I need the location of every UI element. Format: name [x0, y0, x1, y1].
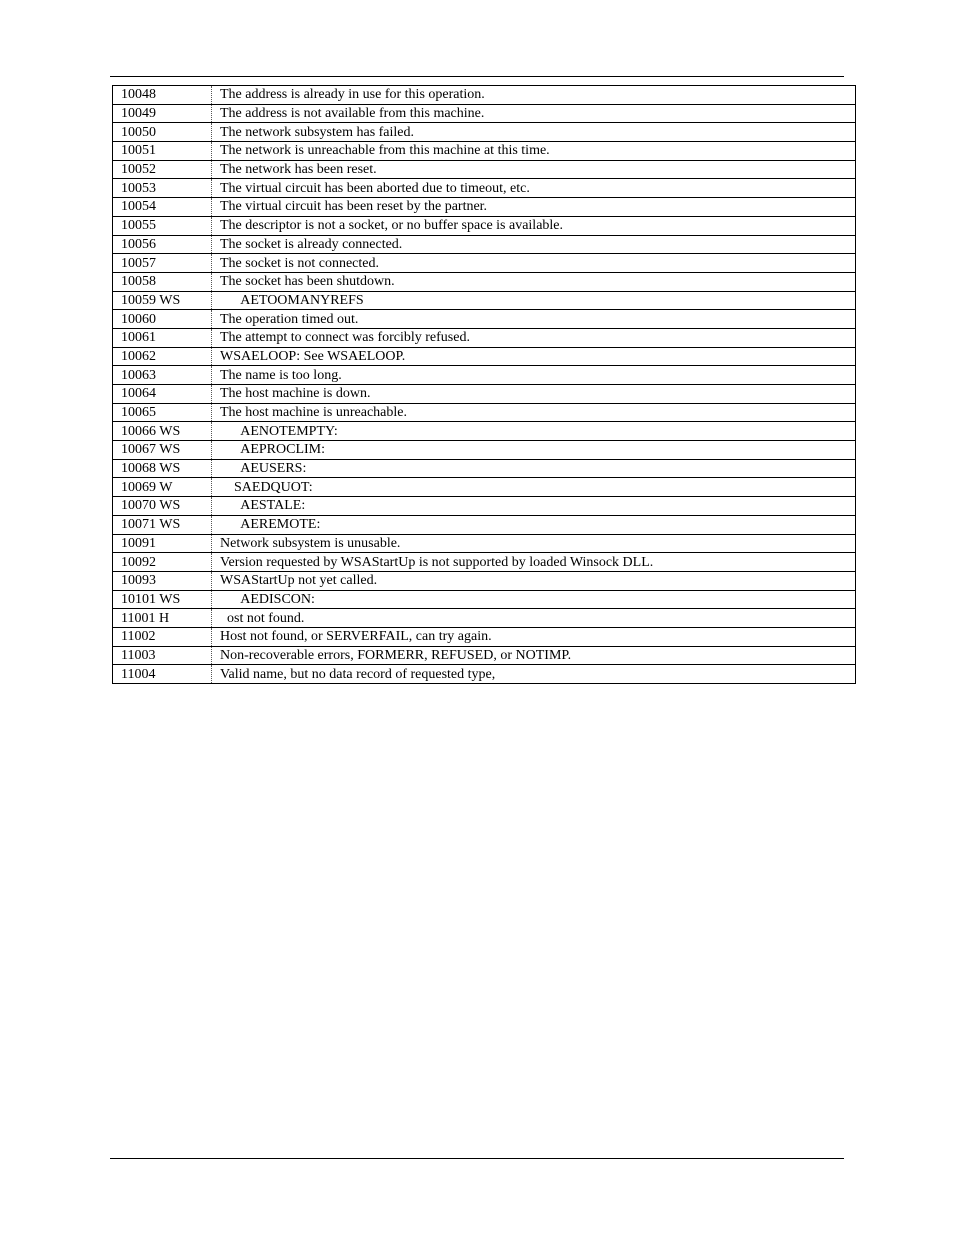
error-description-cell: The name is too long. — [212, 366, 856, 385]
error-description-cell: The network has been reset. — [212, 160, 856, 179]
error-description-cell: WSAStartUp not yet called. — [212, 571, 856, 590]
error-description-cell: Host not found, or SERVERFAIL, can try again. — [212, 627, 856, 646]
error-description-cell: The virtual circuit has been aborted due to timeout, etc. — [212, 179, 856, 198]
table-row — [113, 534, 856, 553]
error-code-cell: 10055 — [113, 216, 212, 235]
table-row — [113, 646, 856, 665]
error-code-cell: 10056 — [113, 235, 212, 254]
error-code-cell: 11002 — [113, 627, 212, 646]
error-description-cell: Non-recoverable errors, FORMERR, REFUSED, or NOTIMP. — [212, 646, 856, 665]
table-row — [113, 347, 856, 366]
error-description-cell: Network subsystem is unusable. — [212, 534, 856, 553]
error-description-cell: The descriptor is not a socket, or no buffer space is available. — [212, 216, 856, 235]
table-row — [113, 515, 856, 534]
error-code-cell: 10065 — [113, 403, 212, 422]
error-code-cell: 10057 — [113, 254, 212, 273]
table-row — [113, 86, 856, 105]
error-description-cell: The attempt to connect was forcibly refused. — [212, 328, 856, 347]
table-row — [113, 254, 856, 273]
table-row — [113, 291, 856, 310]
error-description-cell: AEREMOTE: — [212, 515, 856, 534]
table-row — [113, 478, 856, 497]
error-code-table-body — [113, 86, 856, 684]
error-code-cell: 10067 WS — [113, 441, 212, 460]
table-row — [113, 385, 856, 404]
error-code-cell: 10093 — [113, 571, 212, 590]
error-description-cell: SAEDQUOT: — [212, 478, 856, 497]
error-code-cell: 10054 — [113, 198, 212, 217]
error-code-cell: 11004 — [113, 665, 212, 684]
error-description-cell: AESTALE: — [212, 497, 856, 516]
table-row — [113, 328, 856, 347]
error-description-cell: The host machine is unreachable. — [212, 403, 856, 422]
error-code-cell: 10070 WS — [113, 497, 212, 516]
error-code-cell: 10049 — [113, 104, 212, 123]
error-code-cell: 10068 WS — [113, 459, 212, 478]
error-code-cell: 11003 — [113, 646, 212, 665]
table-row — [113, 403, 856, 422]
error-code-cell: 10071 WS — [113, 515, 212, 534]
error-description-cell: AEUSERS: — [212, 459, 856, 478]
table-row — [113, 216, 856, 235]
error-description-cell: The socket is already connected. — [212, 235, 856, 254]
error-description-cell: AENOTEMPTY: — [212, 422, 856, 441]
error-description-cell: Valid name, but no data record of requested type, — [212, 665, 856, 684]
table-row — [113, 627, 856, 646]
error-code-cell: 10052 — [113, 160, 212, 179]
error-code-cell: 10053 — [113, 179, 212, 198]
error-code-cell: 10050 — [113, 123, 212, 142]
table-row — [113, 459, 856, 478]
error-description-cell: AETOOMANYREFS — [212, 291, 856, 310]
error-code-cell: 10061 — [113, 328, 212, 347]
table-row — [113, 665, 856, 684]
error-code-cell: 10091 — [113, 534, 212, 553]
error-code-cell: 10058 — [113, 272, 212, 291]
error-description-cell: The operation timed out. — [212, 310, 856, 329]
error-code-cell: 10066 WS — [113, 422, 212, 441]
error-description-cell: The socket has been shutdown. — [212, 272, 856, 291]
error-description-cell: The network subsystem has failed. — [212, 123, 856, 142]
error-code-cell: 10064 — [113, 385, 212, 404]
error-code-cell: 10051 — [113, 142, 212, 161]
table-row — [113, 104, 856, 123]
table-row — [113, 590, 856, 609]
error-description-cell: The address is already in use for this operation. — [220, 87, 485, 103]
table-row — [113, 198, 856, 217]
table-row — [113, 422, 856, 441]
error-code-cell: 10092 — [113, 553, 212, 572]
error-code-cell: 10060 — [113, 310, 212, 329]
error-code-cell: 10069 W — [113, 478, 212, 497]
error-code-cell: 10048 — [113, 86, 212, 105]
table-row — [113, 571, 856, 590]
table-row — [113, 366, 856, 385]
error-description-cell: ost not found. — [212, 609, 856, 628]
error-code-cell: 10063 — [113, 366, 212, 385]
table-row — [113, 272, 856, 291]
footer-rule — [110, 1158, 844, 1159]
error-description-cell: The socket is not connected. — [212, 254, 856, 273]
table-row — [113, 179, 856, 198]
error-code-cell: 10101 WS — [113, 590, 212, 609]
error-description-cell: The network is unreachable from this machine at this time. — [212, 142, 856, 161]
error-code-cell: 11001 H — [113, 609, 212, 628]
error-description-cell: The address is not available from this machine. — [212, 104, 856, 123]
table-row — [113, 123, 856, 142]
error-description-cell: AEPROCLIM: — [212, 441, 856, 460]
table-row — [113, 142, 856, 161]
error-description-cell: AEDISCON: — [212, 590, 856, 609]
header-rule — [110, 76, 844, 77]
table-row — [113, 553, 856, 572]
error-description-cell: The host machine is down. — [212, 385, 856, 404]
table-row — [113, 310, 856, 329]
table-row — [113, 609, 856, 628]
error-code-cell: 10062 — [113, 347, 212, 366]
error-code-cell: 10059 WS — [113, 291, 212, 310]
error-description-cell: The virtual circuit has been reset by the partner. — [212, 198, 856, 217]
table-row — [113, 441, 856, 460]
table-row — [113, 235, 856, 254]
table-row — [113, 160, 856, 179]
table-row — [113, 497, 856, 516]
error-description-cell: Version requested by WSAStartUp is not supported by loaded Winsock DLL. — [212, 553, 856, 572]
error-code-table — [112, 85, 856, 684]
error-description-cell: WSAELOOP: See WSAELOOP. — [212, 347, 856, 366]
